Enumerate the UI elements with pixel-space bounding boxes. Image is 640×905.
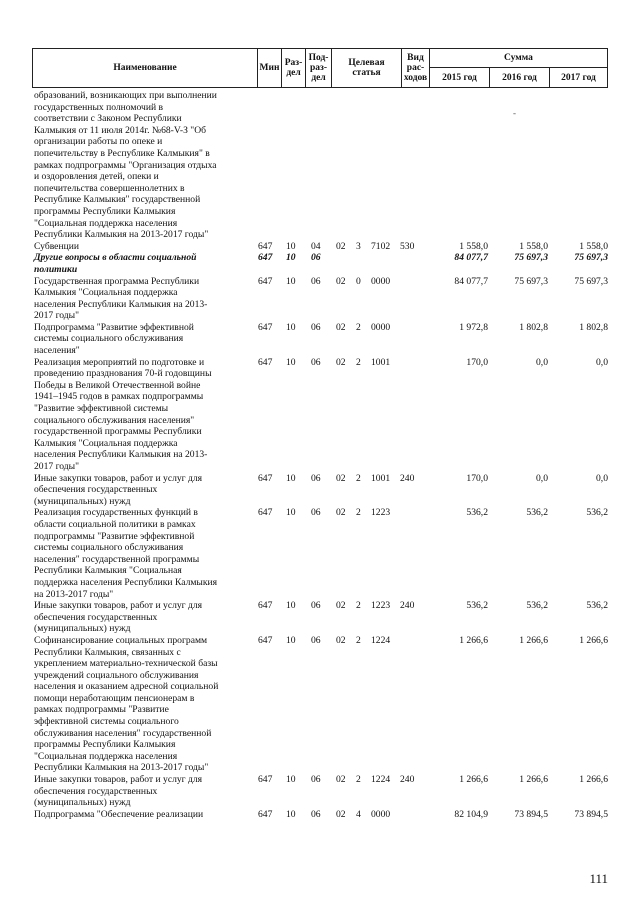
cell-sum-2015: 1 266,6 [459,774,488,786]
cell-target-program: 02 [336,774,346,786]
cell-sum-2015: 84 077,7 [454,252,488,264]
cell-target-program: 02 [336,275,346,287]
cell-sum-2015: 1 558,0 [459,240,488,252]
header-2017: 2017 год [549,68,607,87]
cell-target-subprogram: 2 [356,507,361,519]
cell-min: 647 [258,275,273,287]
cell-podrazdel: 06 [311,356,321,368]
cell-sum-2017: 0,0 [596,356,608,368]
cell-target-code: 0000 [371,321,391,333]
cell-target-subprogram: 3 [356,240,361,252]
cell-sum-2016: 1 266,6 [519,634,548,646]
cell-target-code: 7102 [371,240,391,252]
cell-name: образований, возникающих при выполнении государственных полномочий в соответствии с Законом Республики Калмыкия от 11 июля 2014г. №68-V-З "Об организации работы по опеке и попечительству в Республике Калмыкия" в рамках подпрограммы "Организация отдыха и оздоровления детей, опеки и попечительства совершеннолетних в Республике Калмыкия" государственной программы Республики Калмыкия "Социальная поддержка населения Республики Калмыкия на 2013-2017 годы" [34,90,217,241]
cell-name: Другие вопросы в области социальной политики [34,252,197,275]
table-row [32,276,608,322]
table-row [32,473,608,508]
cell-sum-2015: 170,0 [466,356,488,368]
cell-podrazdel: 06 [311,774,321,786]
table-row [32,507,608,600]
cell-target-code: 1224 [371,774,391,786]
cell-min: 647 [258,356,273,368]
cell-razdel: 10 [286,600,296,612]
cell-sum-2015: 1 266,6 [459,634,488,646]
header-sum: Сумма [429,49,607,68]
header-razdel: Раз- дел [281,49,305,87]
cell-target-program: 02 [336,356,346,368]
cell-sum-2017: 75 697,3 [574,252,608,264]
cell-expense-type: 240 [400,774,415,786]
cell-target-code: 1001 [371,356,391,368]
cell-razdel: 10 [286,240,296,252]
cell-sum-2015: 1 972,8 [459,321,488,333]
cell-sum-2016: 75 697,3 [514,252,548,264]
cell-sum-2017: 0,0 [596,472,608,484]
cell-target-code: 1223 [371,600,391,612]
cell-razdel: 10 [286,808,296,820]
cell-min: 647 [258,634,273,646]
cell-min: 647 [258,507,273,519]
header-2016: 2016 год [489,68,549,87]
table-row [32,322,608,357]
cell-name: Иные закупки товаров, работ и услуг для обеспечения государственных (муниципальных) нужд [34,774,203,809]
cell-sum-2016: 0,0 [536,472,548,484]
header-min: Мин [257,49,281,87]
cell-name: Иные закупки товаров, работ и услуг для обеспечения государственных (муниципальных) нужд [34,472,203,507]
cell-target-subprogram: 2 [356,600,361,612]
cell-sum-2015: 170,0 [466,472,488,484]
cell-sum-2016: 1 802,8 [519,321,548,333]
cell-target-code: 1224 [371,634,391,646]
cell-razdel: 10 [286,634,296,646]
table-row [32,635,608,774]
cell-target-code: 1001 [371,472,391,484]
cell-podrazdel: 06 [311,321,321,333]
cell-razdel: 10 [286,472,296,484]
cell-expense-type: 240 [400,472,415,484]
cell-sum-2015: 536,2 [466,600,488,612]
table-body [32,90,608,820]
cell-target-program: 02 [336,808,346,820]
cell-name: Софинансирование социальных программ Республики Калмыкия, связанных с укреплением материально-технической базы учреждений социального обслуживания населения и оказанием адресной социальной помощи неработающим пенсионерам в рамках подпрограммы "Развитие эффективной системы социального обслуживания населения" государственной программы Республики Калмыкия "Социальная поддержка населения Республики Калмыкия на 2013-2017 годы" [34,634,219,774]
cell-podrazdel: 06 [311,634,321,646]
cell-target-code: 1223 [371,507,391,519]
cell-sum-2017: 75 697,3 [574,275,608,287]
cell-podrazdel: 06 [311,275,321,287]
page-number: 111 [589,871,608,886]
header-podrazdel: Под- раз- дел [305,49,331,87]
table-row [32,90,608,241]
cell-min: 647 [258,252,273,264]
cell-target-subprogram: 2 [356,472,361,484]
cell-podrazdel: 04 [311,240,321,252]
cell-target-subprogram: 2 [356,634,361,646]
cell-sum-2017: 1 266,6 [579,774,608,786]
cell-min: 647 [258,472,273,484]
cell-target-program: 02 [336,321,346,333]
table-row [32,774,608,809]
cell-sum-2017: 1 802,8 [579,321,608,333]
cell-name: Реализация государственных функций в области социальной политики в рамках подпрограммы "Развитие эффективной системы социального обслуживания населения" государственной программы Республики Калмыкия "Социальная поддержка населения Республики Калмыкия на 2013-2017 годы" [34,507,218,600]
cell-sum-2015: 82 104,9 [454,808,488,820]
cell-razdel: 10 [286,774,296,786]
cell-expense-type: 530 [400,240,415,252]
cell-target-program: 02 [336,472,346,484]
cell-sum-2016: 0,0 [536,356,548,368]
header-name: Наименование [113,63,177,73]
cell-min: 647 [258,808,273,820]
cell-min: 647 [258,774,273,786]
cell-target-program: 02 [336,634,346,646]
cell-podrazdel: 06 [311,507,321,519]
cell-sum-2016: 75 697,3 [514,275,548,287]
table-row [32,600,608,635]
cell-razdel: 10 [286,356,296,368]
table-row [32,241,608,253]
cell-target-code: 0000 [371,275,391,287]
cell-sum-2017: 1 558,0 [579,240,608,252]
cell-sum-2016: 1 266,6 [519,774,548,786]
cell-target-code: 0000 [371,808,391,820]
cell-razdel: 10 [286,252,296,264]
cell-sum-2016: 536,2 [526,600,548,612]
cell-sum-2017: 536,2 [586,507,608,519]
cell-target-subprogram: 2 [356,356,361,368]
cell-name: Государственная программа Республики Калмыкия "Социальная поддержка населения Республики Калмыкия на 2013- 2017 годы" [34,275,208,322]
cell-sum-2017: 1 266,6 [579,634,608,646]
cell-razdel: 10 [286,321,296,333]
cell-sum-2016: 1 558,0 [519,240,548,252]
table-row [32,809,608,821]
cell-razdel: 10 [286,275,296,287]
cell-name: Субвенции [34,240,79,252]
cell-target-program: 02 [336,600,346,612]
cell-razdel: 10 [286,507,296,519]
cell-podrazdel: 06 [311,252,321,264]
cell-expense-type: 240 [400,600,415,612]
header-2015: 2015 год [429,68,489,87]
cell-target-subprogram: 0 [356,275,361,287]
header-expense-type: Вид рас- ходов [401,49,429,87]
cell-min: 647 [258,600,273,612]
header-target-article: Целевая статья [331,49,401,87]
cell-sum-2017: 73 894,5 [574,808,608,820]
cell-sum-2015: 536,2 [466,507,488,519]
cell-sum-2016: 73 894,5 [514,808,548,820]
cell-target-program: 02 [336,507,346,519]
cell-podrazdel: 06 [311,472,321,484]
cell-sum-2017: 536,2 [586,600,608,612]
cell-target-program: 02 [336,240,346,252]
scan-mark: - [513,108,516,118]
table-row [32,252,608,275]
cell-min: 647 [258,240,273,252]
cell-sum-2016: 536,2 [526,507,548,519]
table-row [32,357,608,473]
cell-podrazdel: 06 [311,600,321,612]
cell-target-subprogram: 2 [356,774,361,786]
cell-sum-2015: 84 077,7 [454,275,488,287]
cell-target-subprogram: 2 [356,321,361,333]
table-header [32,48,608,88]
cell-name: Подпрограмма "Развитие эффективной системы социального обслуживания населения" [34,321,194,357]
cell-podrazdel: 06 [311,808,321,820]
cell-min: 647 [258,321,273,333]
cell-name: Реализация мероприятий по подготовке и проведению празднования 70-й годовщины Победы в Великой Отечественной войне 1941–1945 годов в рамках подпрограммы "Развитие эффективной системы социального обслуживания населения" государственной программы Республики Калмыкия "Социальная поддержка населения Республики Калмыкия на 2013- 2017 годы" [34,356,212,472]
cell-name: Подпрограмма "Обеспечение реализации [34,808,204,820]
cell-name: Иные закупки товаров, работ и услуг для обеспечения государственных (муниципальных) нужд [34,600,203,635]
cell-target-subprogram: 4 [356,808,361,820]
